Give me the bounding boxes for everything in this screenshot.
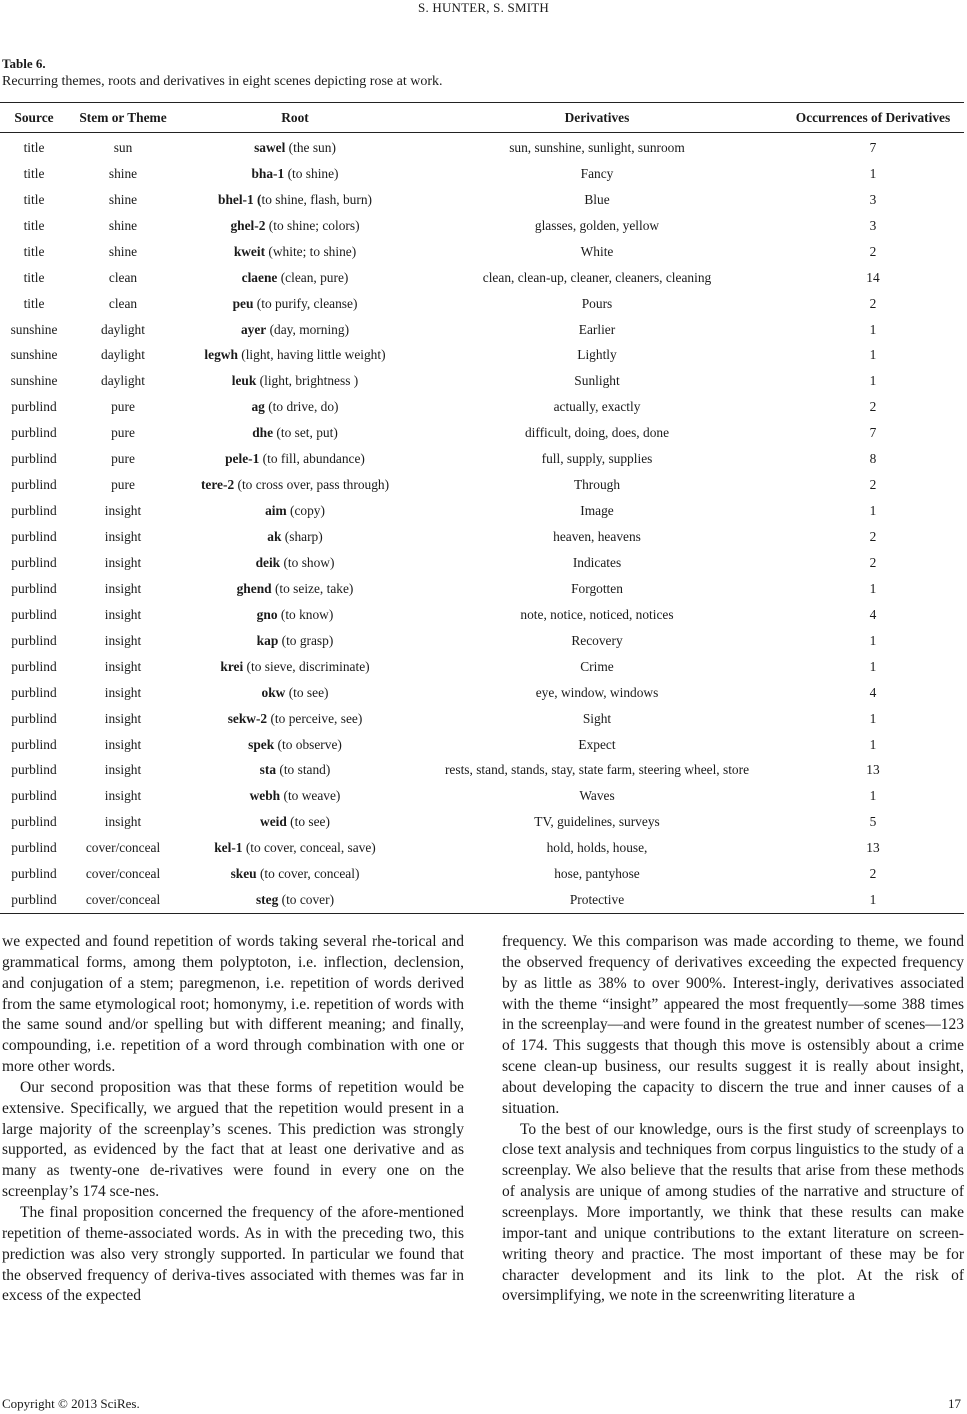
cell-source: purblind <box>11 606 57 622</box>
root-term: spek <box>248 736 275 752</box>
cell-occurrences: 4 <box>869 684 877 700</box>
cell-root <box>178 628 412 654</box>
root-term: kap <box>256 632 279 648</box>
root-gloss: (light, brightness ) <box>256 373 359 389</box>
cell-source: purblind <box>11 814 57 830</box>
cell-derivatives: Expect <box>578 736 616 752</box>
root-term: pele-1 <box>225 451 260 467</box>
cell-derivatives: eye, window, windows <box>535 684 659 700</box>
cell-root <box>178 343 412 369</box>
root-term: gno <box>256 606 278 622</box>
table-row <box>0 265 964 291</box>
cell-source: purblind <box>11 658 57 674</box>
cell-root <box>178 732 412 758</box>
root-term: ayer <box>240 321 267 337</box>
cell-stem: shine <box>108 243 138 259</box>
cell-derivatives: difficult, doing, does, done <box>524 425 670 441</box>
cell-source: sunshine <box>10 347 58 363</box>
cell-root <box>178 472 412 498</box>
root-gloss: (to perceive, see) <box>267 710 363 726</box>
root-gloss: (to shine) <box>284 165 339 181</box>
table-row <box>0 187 964 213</box>
cell-derivatives: hose, pantyhose <box>554 866 640 882</box>
header-root: Root <box>178 103 412 133</box>
table-row <box>0 213 964 239</box>
cell-occurrences: 1 <box>869 788 877 804</box>
root-term: sta <box>259 762 277 778</box>
cell-stem: shine <box>108 217 138 233</box>
table-row <box>0 809 964 835</box>
cell-stem: insight <box>104 814 142 830</box>
table-row <box>0 239 964 265</box>
root-term: dhe <box>252 425 274 441</box>
root-term: weid <box>260 814 287 830</box>
root-gloss: (to fill, abundance) <box>259 451 365 467</box>
cell-derivatives: Blue <box>584 191 610 207</box>
cell-root <box>178 133 412 161</box>
cell-derivatives: Waves <box>579 788 615 804</box>
cell-stem: pure <box>111 425 135 441</box>
cell-stem: insight <box>104 632 142 648</box>
cell-occurrences: 1 <box>869 165 877 181</box>
cell-occurrences: 2 <box>869 243 877 259</box>
root-gloss: (to set, put) <box>273 425 338 441</box>
root-gloss: (white; to shine) <box>265 243 357 259</box>
cell-source: title <box>23 243 45 259</box>
cell-source: title <box>23 269 45 285</box>
table-row <box>0 680 964 706</box>
cell-stem: sun <box>113 139 133 155</box>
cell-occurrences: 1 <box>869 892 877 908</box>
root-gloss: (copy) <box>286 503 325 519</box>
cell-source: purblind <box>11 425 57 441</box>
cell-occurrences: 2 <box>869 477 877 493</box>
cell-occurrences: 1 <box>869 632 877 648</box>
root-term: kel-1 <box>214 840 243 856</box>
cell-root <box>178 239 412 265</box>
cell-source: purblind <box>11 399 57 415</box>
root-term: krei <box>220 658 244 674</box>
cell-source: purblind <box>11 529 57 545</box>
cell-stem: insight <box>104 736 142 752</box>
root-gloss: (to seize, take) <box>271 580 354 596</box>
cell-derivatives: full, supply, supplies <box>541 451 653 467</box>
root-term: ag <box>251 399 265 415</box>
cell-derivatives: Protective <box>569 892 625 908</box>
cell-source: purblind <box>11 503 57 519</box>
root-gloss: (to cover, conceal) <box>256 866 360 882</box>
cell-stem: insight <box>104 684 142 700</box>
body-column-right <box>502 932 964 1307</box>
cell-stem: insight <box>104 529 142 545</box>
cell-root <box>178 265 412 291</box>
cell-root <box>178 446 412 472</box>
cell-stem: insight <box>104 503 142 519</box>
body-paragraph: frequency. We this comparison was made according to theme, we found the observed frequency of derivatives exceeding the expected frequency by as little as 38% to over 900%. Interest-ingly, derivatives associated with the theme “insight” appeared the most frequently—some 388 times in the screenplay—and were found in the greatest number of scenes—123 of 174. This suggests that though this move is ostensibly about a crime scene clean-up business, our results suggest it is really about insight, about developing the capacity to discern the true and inner causes of a situation. <box>502 933 964 1117</box>
cell-root <box>178 887 412 913</box>
root-term: ghend <box>236 580 272 596</box>
cell-derivatives: Fancy <box>580 165 614 181</box>
cell-stem: daylight <box>101 373 145 389</box>
root-gloss: (to sieve, discriminate) <box>243 658 370 674</box>
table-row <box>0 550 964 576</box>
root-term: peu <box>232 295 254 311</box>
cell-derivatives: glasses, golden, yellow <box>534 217 660 233</box>
cell-source: purblind <box>11 710 57 726</box>
cell-occurrences: 2 <box>869 554 877 570</box>
root-term: ak <box>267 529 282 545</box>
cell-derivatives: clean, clean-up, cleaner, cleaners, cleaning <box>482 269 712 285</box>
cell-source: purblind <box>11 580 57 596</box>
table-row <box>0 758 964 784</box>
cell-stem: insight <box>104 554 142 570</box>
table-row <box>0 368 964 394</box>
cell-root <box>178 809 412 835</box>
cell-occurrences: 14 <box>866 269 880 285</box>
table-row <box>0 446 964 472</box>
cell-occurrences: 1 <box>869 503 877 519</box>
root-gloss: (to grasp) <box>278 632 334 648</box>
cell-occurrences: 1 <box>869 321 877 337</box>
cell-stem: cover/conceal <box>85 892 161 908</box>
cell-stem: insight <box>104 658 142 674</box>
cell-derivatives: Lightly <box>577 347 617 363</box>
table-row <box>0 498 964 524</box>
cell-occurrences: 13 <box>866 840 880 856</box>
cell-root <box>178 576 412 602</box>
cell-source: purblind <box>11 451 57 467</box>
cell-derivatives: Crime <box>580 658 614 674</box>
copyright-footer: Copyright © 2013 SciRes. <box>2 1396 140 1411</box>
cell-derivatives: Earlier <box>578 321 616 337</box>
cell-root <box>178 161 412 187</box>
root-term: steg <box>255 892 279 908</box>
root-gloss: (to show) <box>280 554 335 570</box>
root-gloss: (sharp) <box>281 529 323 545</box>
root-gloss: (to see) <box>285 684 329 700</box>
cell-derivatives: sun, sunshine, sunlight, sunroom <box>509 139 685 155</box>
cell-root <box>178 213 412 239</box>
cell-root <box>178 706 412 732</box>
root-gloss: (to shine; colors) <box>265 217 360 233</box>
root-term: sawel <box>254 139 286 155</box>
cell-root <box>178 550 412 576</box>
cell-stem: insight <box>104 606 142 622</box>
root-gloss: (clean, pure) <box>277 269 349 285</box>
body-paragraph: The final proposition concerned the frequency of the afore-mentioned repetition of theme-associated words. As in with the preceding two, this prediction was also very strongly supported. In particular we found that the observed frequency of deriva-tives associated with themes was far in excess of the expected <box>2 1203 464 1305</box>
table-row <box>0 602 964 628</box>
root-term: bha-1 <box>251 165 285 181</box>
body-column-left <box>2 932 464 1307</box>
table-row <box>0 783 964 809</box>
root-term: ghel-2 <box>230 217 266 233</box>
root-gloss: (to observe) <box>274 736 342 752</box>
cell-stem: pure <box>111 399 135 415</box>
cell-occurrences: 8 <box>869 451 877 467</box>
cell-root <box>178 654 412 680</box>
table-row <box>0 887 964 913</box>
root-term: aim <box>265 503 287 519</box>
table-row <box>0 706 964 732</box>
running-head: S. HUNTER, S. SMITH <box>418 0 549 15</box>
cell-derivatives: Image <box>580 503 614 519</box>
cell-source: title <box>23 165 45 181</box>
root-gloss: (to drive, do) <box>264 399 339 415</box>
cell-occurrences: 2 <box>869 295 877 311</box>
cell-stem: cover/conceal <box>85 866 161 882</box>
table-row <box>0 394 964 420</box>
table-row <box>0 732 964 758</box>
cell-stem: shine <box>108 165 138 181</box>
table-caption: Recurring themes, roots and derivatives in eight scenes depicting rose at work. <box>2 74 443 89</box>
table-row <box>0 133 964 161</box>
table-row <box>0 576 964 602</box>
table-label: Table 6. <box>2 56 46 71</box>
cell-source: title <box>23 295 45 311</box>
cell-stem: insight <box>104 762 142 778</box>
cell-derivatives: Pours <box>581 295 613 311</box>
root-gloss: (light, having little weight) <box>237 347 386 363</box>
root-term: webh <box>249 788 281 804</box>
table-row <box>0 861 964 887</box>
cell-derivatives: White <box>580 243 614 259</box>
cell-root <box>178 680 412 706</box>
cell-source: purblind <box>11 788 57 804</box>
root-gloss: (the sun) <box>285 139 336 155</box>
cell-occurrences: 2 <box>869 399 877 415</box>
cell-source: purblind <box>11 866 57 882</box>
cell-stem: shine <box>108 191 138 207</box>
cell-derivatives: Sunlight <box>574 373 620 389</box>
cell-occurrences: 2 <box>869 866 877 882</box>
cell-occurrences: 1 <box>869 736 877 752</box>
cell-root <box>178 783 412 809</box>
root-gloss: to shine, flash, burn) <box>261 191 372 207</box>
table-row <box>0 420 964 446</box>
table-row <box>0 161 964 187</box>
cell-root <box>178 861 412 887</box>
cell-root <box>178 835 412 861</box>
cell-stem: clean <box>108 295 138 311</box>
cell-stem: cover/conceal <box>85 840 161 856</box>
cell-root <box>178 317 412 343</box>
cell-derivatives: rests, stand, stands, stay, state farm, steering wheel, store <box>444 762 750 778</box>
root-term: claene <box>241 269 278 285</box>
cell-source: purblind <box>11 840 57 856</box>
root-gloss: (to weave) <box>280 788 341 804</box>
cell-occurrences: 1 <box>869 658 877 674</box>
body-paragraph: Our second proposition was that these forms of repetition would be extensive. Specifically, we argued that the repetition would present in a large majority of the screenplay’s scenes. This prediction was strongly supported, as evidenced by the fact that at least one derivative and as many as twenty-one de-rivatives were found in every one on the screenplay’s 174 sce-nes. <box>2 1078 464 1201</box>
cell-stem: pure <box>111 477 135 493</box>
root-gloss: (to cover) <box>278 892 335 908</box>
table-row <box>0 654 964 680</box>
cell-stem: daylight <box>101 347 145 363</box>
root-term: skeu <box>230 866 257 882</box>
root-gloss: (day, morning) <box>266 321 350 337</box>
cell-occurrences: 5 <box>869 814 877 830</box>
cell-root <box>178 187 412 213</box>
root-term: okw <box>261 684 286 700</box>
cell-stem: pure <box>111 451 135 467</box>
cell-source: sunshine <box>10 321 58 337</box>
root-term: sekw-2 <box>227 710 268 726</box>
cell-root <box>178 524 412 550</box>
cell-derivatives: Sight <box>582 710 612 726</box>
cell-occurrences: 7 <box>869 139 877 155</box>
header-source: Source <box>0 103 68 133</box>
page-number: 17 <box>948 1396 961 1411</box>
cell-source: purblind <box>11 477 57 493</box>
cell-occurrences: 4 <box>869 606 877 622</box>
cell-root <box>178 602 412 628</box>
cell-source: purblind <box>11 736 57 752</box>
cell-source: purblind <box>11 632 57 648</box>
cell-occurrences: 3 <box>869 217 877 233</box>
cell-stem: daylight <box>101 321 145 337</box>
cell-derivatives: hold, holds, house, <box>546 840 648 856</box>
root-gloss: (to know) <box>277 606 334 622</box>
root-term: leuk <box>231 373 257 389</box>
cell-root <box>178 368 412 394</box>
cell-derivatives: Forgotten <box>571 580 623 596</box>
table-row <box>0 835 964 861</box>
cell-root <box>178 758 412 784</box>
root-gloss: (to cover, conceal, save) <box>242 840 376 856</box>
cell-occurrences: 1 <box>869 580 877 596</box>
body-paragraph: To the best of our knowledge, ours is the first study of screenplays to close text analysis and techniques from corpus linguistics to the study of a screenplay. We also believe that the results that arise from these methods of analysis are unique of among studies of the narrative and structure of screenplays. More importantly, we think that these results can make impor-tant and unique contributions to the extant literature on screen-writing theory and practice. The most important of these may be for character development and its link to the plot. At the risk of oversimplifying, we note in the screenwriting literature a <box>502 1120 964 1305</box>
cell-root <box>178 291 412 317</box>
table-row <box>0 343 964 369</box>
cell-stem: insight <box>104 710 142 726</box>
cell-source: purblind <box>11 554 57 570</box>
root-term: deik <box>255 554 281 570</box>
roots-derivatives-table <box>0 102 964 914</box>
cell-stem: insight <box>104 580 142 596</box>
cell-derivatives: Indicates <box>572 554 622 570</box>
cell-derivatives: TV, guidelines, surveys <box>534 814 660 830</box>
table-row <box>0 524 964 550</box>
root-gloss: (to see) <box>286 814 330 830</box>
cell-occurrences: 1 <box>869 710 877 726</box>
table-row <box>0 472 964 498</box>
root-term: legwh <box>204 347 238 363</box>
root-term: kweit <box>233 243 266 259</box>
cell-occurrences: 3 <box>869 191 877 207</box>
cell-occurrences: 1 <box>869 373 877 389</box>
cell-stem: insight <box>104 788 142 804</box>
root-gloss: (to purify, cleanse) <box>253 295 358 311</box>
cell-source: title <box>23 217 45 233</box>
cell-derivatives: Recovery <box>571 632 623 648</box>
table-row <box>0 317 964 343</box>
header-derivatives: Derivatives <box>412 103 782 133</box>
cell-occurrences: 2 <box>869 529 877 545</box>
cell-derivatives: heaven, heavens <box>553 529 641 545</box>
table-header-row <box>0 103 964 133</box>
table-row <box>0 628 964 654</box>
root-term: bhel-1 ( <box>218 191 262 207</box>
cell-source: title <box>23 139 45 155</box>
cell-source: purblind <box>11 684 57 700</box>
header-stem-or-theme: Stem or Theme <box>68 103 178 133</box>
cell-source: title <box>23 191 45 207</box>
cell-occurrences: 7 <box>869 425 877 441</box>
cell-source: purblind <box>11 892 57 908</box>
cell-source: purblind <box>11 762 57 778</box>
cell-occurrences: 13 <box>866 762 880 778</box>
body-paragraph: we expected and found repetition of words taking several rhe-torical and grammatical forms, among them polyptoton, i.e. inflection, declension, and conjugation of a stem; paregmenon, i.e. repetition of words derived from the same etymological root; homonymy, i.e. repetition of words with the same sound and/or spelling but with different meaning; and finally, compounding, i.e. repetition of a word through combination with one or more other words. <box>2 933 464 1076</box>
table-body <box>0 133 964 914</box>
table-row <box>0 291 964 317</box>
cell-root <box>178 394 412 420</box>
cell-source: sunshine <box>10 373 58 389</box>
cell-derivatives: Through <box>573 477 621 493</box>
cell-stem: clean <box>108 269 138 285</box>
root-gloss: (to stand) <box>276 762 331 778</box>
cell-derivatives: note, notice, noticed, notices <box>520 606 674 622</box>
root-gloss: (to cross over, pass through) <box>234 477 390 493</box>
root-term: tere-2 <box>200 477 235 493</box>
header-occurrences: Occurrences of Derivatives <box>782 103 964 133</box>
cell-root <box>178 498 412 524</box>
cell-occurrences: 1 <box>869 347 877 363</box>
cell-root <box>178 420 412 446</box>
cell-derivatives: actually, exactly <box>553 399 641 415</box>
